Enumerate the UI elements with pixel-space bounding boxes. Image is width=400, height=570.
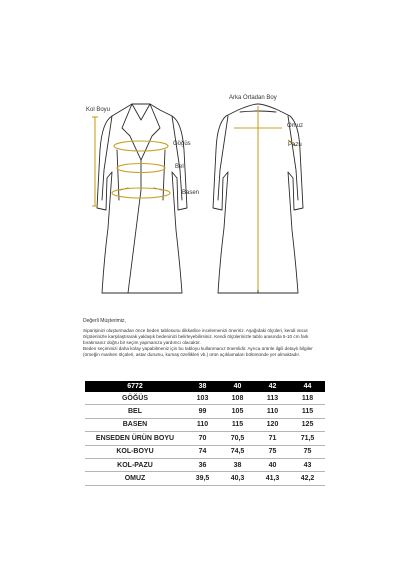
cell: 42,2 <box>290 472 325 485</box>
size-table <box>85 381 325 486</box>
row-label: OMUZ <box>85 472 185 485</box>
cell: 110 <box>255 405 290 418</box>
cell: 70 <box>185 432 220 445</box>
row-label: BEL <box>85 405 185 418</box>
cell: 70,5 <box>220 432 255 445</box>
header-model-code: 6772 <box>85 381 185 392</box>
cell: 38 <box>220 458 255 471</box>
cell: 74 <box>185 445 220 458</box>
row-label: KOL-PAZU <box>85 458 185 471</box>
header-size-38: 38 <box>185 381 220 392</box>
header-size-44: 44 <box>290 381 325 392</box>
cell: 40,3 <box>220 472 255 485</box>
cell: 120 <box>255 418 290 431</box>
cell: 43 <box>290 458 325 471</box>
cell: 71,5 <box>290 432 325 445</box>
cell: 39,5 <box>185 472 220 485</box>
table-row <box>85 445 325 458</box>
row-label: GÖĞÜS <box>85 392 185 405</box>
row-label: BASEN <box>85 418 185 431</box>
cell: 41,3 <box>255 472 290 485</box>
cell: 103 <box>185 392 220 405</box>
greeting: Değerli Müşterimiz, <box>83 318 126 324</box>
cell: 115 <box>220 418 255 431</box>
cell: 40 <box>255 458 290 471</box>
cell: 110 <box>185 418 220 431</box>
label-chest: Göğüs <box>173 141 191 147</box>
label-sleeve-length: Kol Boyu <box>86 107 111 113</box>
cell: 99 <box>185 405 220 418</box>
table-row <box>85 418 325 431</box>
intro-paragraph-2: Beden seçiminizi daha kolay yapabilmeniz için bu tabloyu kullanmanız önemlidir. Ayrıca ürünle ilgili detaylı bilgiler (örneğin manken ölçüleri, astar durumu, kumaş özellikleri vb.) ürün açıklamaları bölümünde yer almaktadır. <box>83 346 313 358</box>
cell: 36 <box>185 458 220 471</box>
cell: 108 <box>220 392 255 405</box>
cell: 105 <box>220 405 255 418</box>
row-label: ENSEDEN ÜRÜN BOYU <box>85 432 185 445</box>
label-hip: Basen <box>182 190 200 196</box>
chest-measure <box>114 141 168 151</box>
header-size-40: 40 <box>220 381 255 392</box>
table-row <box>85 432 325 445</box>
row-label: KOL-BOYU <box>85 445 185 458</box>
table-row <box>85 405 325 418</box>
label-bicep: Pazu <box>288 142 302 148</box>
label-shoulder: Omuz <box>287 123 304 129</box>
cell: 113 <box>255 392 290 405</box>
measurement-lines <box>92 106 296 290</box>
header-size-42: 42 <box>255 381 290 392</box>
cell: 74,5 <box>220 445 255 458</box>
table-row <box>85 392 325 405</box>
table-header-row <box>85 381 325 392</box>
cell: 75 <box>255 445 290 458</box>
label-back-length: Arka Ortadan Boy <box>229 95 277 101</box>
cell: 71 <box>255 432 290 445</box>
intro-text <box>83 318 323 359</box>
cell: 118 <box>290 392 325 405</box>
cell: 125 <box>290 418 325 431</box>
cell: 115 <box>290 405 325 418</box>
intro-paragraph-1: Siparişinizi oluşturmadan önce beden tablosunu dikkatlice incelemenizi öneririz. Aşağıdaki ölçüleri, kendi vücut ölçülerinizle karşılaştırarak yaklaşık bedeninizi belirleyebilirsiniz. Kendi ölçülerinizle tablo arasında 5-10 cm fark bırakmanız doğru bir seçim yapmanıza yardımcı olacaktır. <box>83 328 309 346</box>
cell: 75 <box>290 445 325 458</box>
table-row <box>85 458 325 471</box>
label-waist: Bel <box>175 164 184 170</box>
table-row <box>85 472 325 485</box>
